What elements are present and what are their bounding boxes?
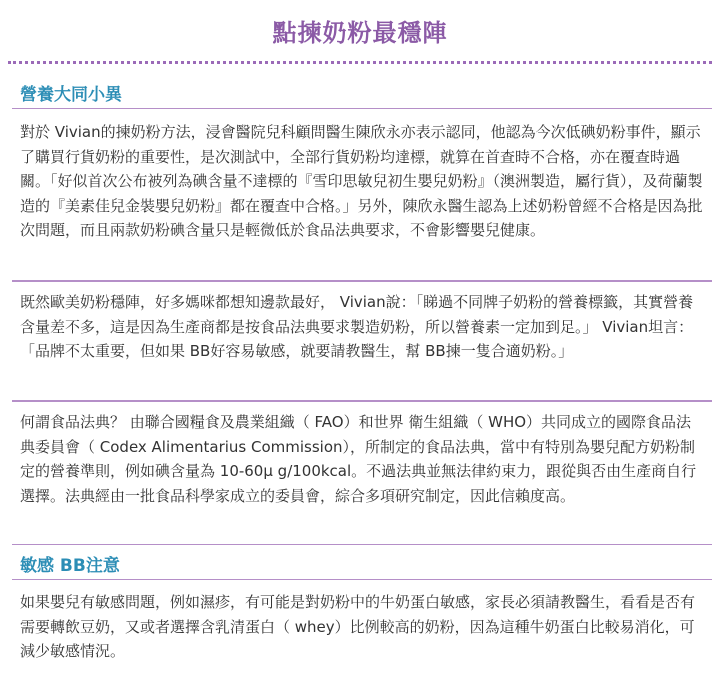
paragraph-divider	[12, 400, 712, 402]
section-heading-sensitive: 敏感 BB注意	[20, 556, 120, 576]
page-title: 點揀奶粉最穩陣	[272, 19, 448, 47]
paragraph-divider	[12, 280, 712, 282]
paragraph-brand-choice: 既然歐美奶粉穩陣，好多媽咪都想知邊款最好， Vivian說：「睇過不同牌子奶粉的營養標籤，其實營養含量差不多，這是因為生產商都是按食品法典要求製造奶粉，所以營養素一定加到足。」 Vivian坦言：「品牌不太重要，但如果 BB好容易敏感，就要請教醫生，幫 BB揀一隻合適奶粉。」	[20, 293, 694, 360]
paragraph-codex-definition: 何謂食品法典？ 由聯合國糧食及農業組織（ FAO）和世界 衛生組織（ WHO）共同成立的國際食品法典委員會（ Codex Alimentarius Commission），所制定的食品法典，當中有特別為嬰兒配方奶粉制定的營養準則，例如碘含量為 10-60μ g/100kcal。不過法典並無法律約束力，跟從與否由生產商自行選擇。法典經由一批食品科學家成立的委員會，綜合多項研究制定，因此信賴度高。	[20, 413, 697, 505]
paragraph-doctor-opinion: 對於 Vivian的揀奶粉方法，浸會醫院兒科顧問醫生陳欣永亦表示認同，他認為今次低碘奶粉事件，顯示了購買行貨奶粉的重要性，是次測試中，全部行貨奶粉均達標，就算在首查時不合格，亦在覆查時過關。「好似首次公布被列為碘含量不達標的『雪印思敏兒初生嬰兒奶粉』（澳洲製造，屬行貨），及荷蘭製造的『美素佳兒金裝嬰兒奶粉』都在覆查中合格。」另外，陳欣永醫生認為上述奶粉曾經不合格是因為批次問題，而且兩款奶粉碘含量只是輕微低於食品法典要求，不會影響嬰兒健康。	[20, 123, 703, 239]
section-divider	[12, 579, 712, 580]
section-divider	[12, 544, 712, 545]
title-divider	[8, 61, 712, 64]
section-heading-nutrition: 營養大同小異	[20, 85, 122, 105]
paragraph-allergy-advice: 如果嬰兒有敏感問題，例如濕疹，有可能是對奶粉中的牛奶蛋白敏感，家長必須請教醫生，看看是否有需要轉飲豆奶，又或者選擇含乳清蛋白（ whey）比例較高的奶粉，因為這種牛奶蛋白比較易消化，可減少敏感情況。	[20, 593, 696, 660]
section-divider	[12, 108, 712, 109]
